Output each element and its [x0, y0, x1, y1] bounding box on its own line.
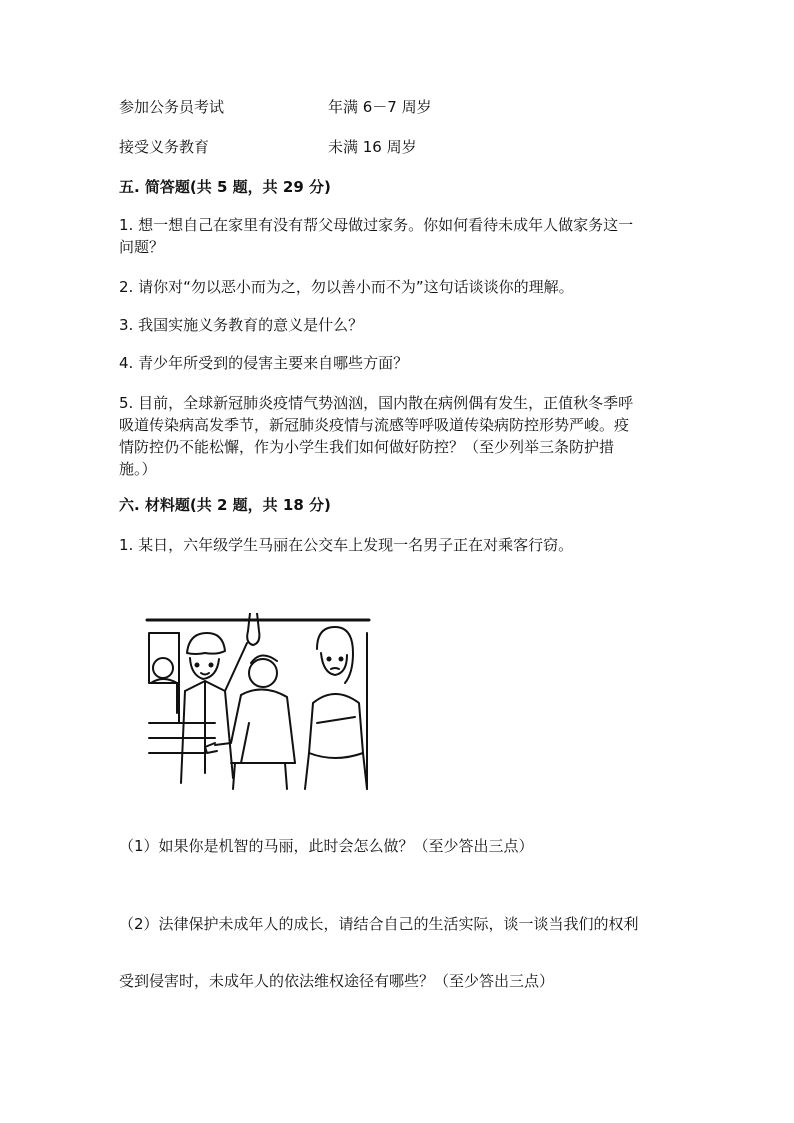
matching-left-1: 参加公务员考试	[119, 98, 225, 116]
question-5-5	[119, 392, 679, 480]
question-line: 4. 青少年所受到的侵害主要来自哪些方面？	[119, 354, 409, 372]
question-5-2	[119, 276, 679, 298]
question-6-1	[119, 534, 679, 556]
question-line: 情防控仍不能松懈，作为小学生我们如何做好防控？（至少列举三条防护措	[119, 438, 615, 456]
question-line: 5. 目前，全球新冠肺炎疫情气势汹汹，国内散在病例偶有发生，正值秋冬季呼	[119, 394, 634, 412]
question-line: 1. 想一想自己在家里有没有帮父母做过家务。你如何看待未成年人做家务这一	[119, 216, 634, 234]
sub-question-2-line-1: （2）法律保护未成年人的成长，请结合自己的生活实际，谈一谈当我们的权利	[119, 915, 639, 933]
bus-pickpocket-illustration	[145, 613, 371, 791]
matching-left-2: 接受义务教育	[119, 138, 210, 156]
question-line: 3. 我国实施义务教育的意义是什么？	[119, 316, 364, 334]
question-line: 施。）	[119, 460, 157, 478]
question-5-1	[119, 214, 679, 258]
question-5-3	[119, 314, 679, 336]
question-line: 问题？	[119, 238, 165, 256]
sub-question-2-line-2: 受到侵害时，未成年人的依法维权途径有哪些？（至少答出三点）	[119, 972, 555, 990]
matching-right-1: 年满 6－7 周岁	[328, 98, 432, 116]
sub-question-1: （1）如果你是机智的马丽，此时会怎么做？（至少答出三点）	[119, 837, 534, 855]
question-line: 2. 请你对“勿以恶小而为之，勿以善小而不为”这句话谈谈你的理解。	[119, 278, 574, 296]
question-5-4	[119, 352, 679, 374]
question-line: 吸道传染病高发季节，新冠肺炎疫情与流感等呼吸道传染病防控形势严峻。疫	[119, 416, 630, 434]
question-line: 1. 某日，六年级学生马丽在公交车上发现一名男子正在对乘客行窃。	[119, 536, 574, 554]
section5-heading: 五. 简答题(共 5 题，共 29 分)	[119, 178, 331, 196]
matching-right-2: 未满 16 周岁	[328, 138, 417, 156]
section6-heading: 六. 材料题(共 2 题，共 18 分)	[119, 496, 331, 514]
